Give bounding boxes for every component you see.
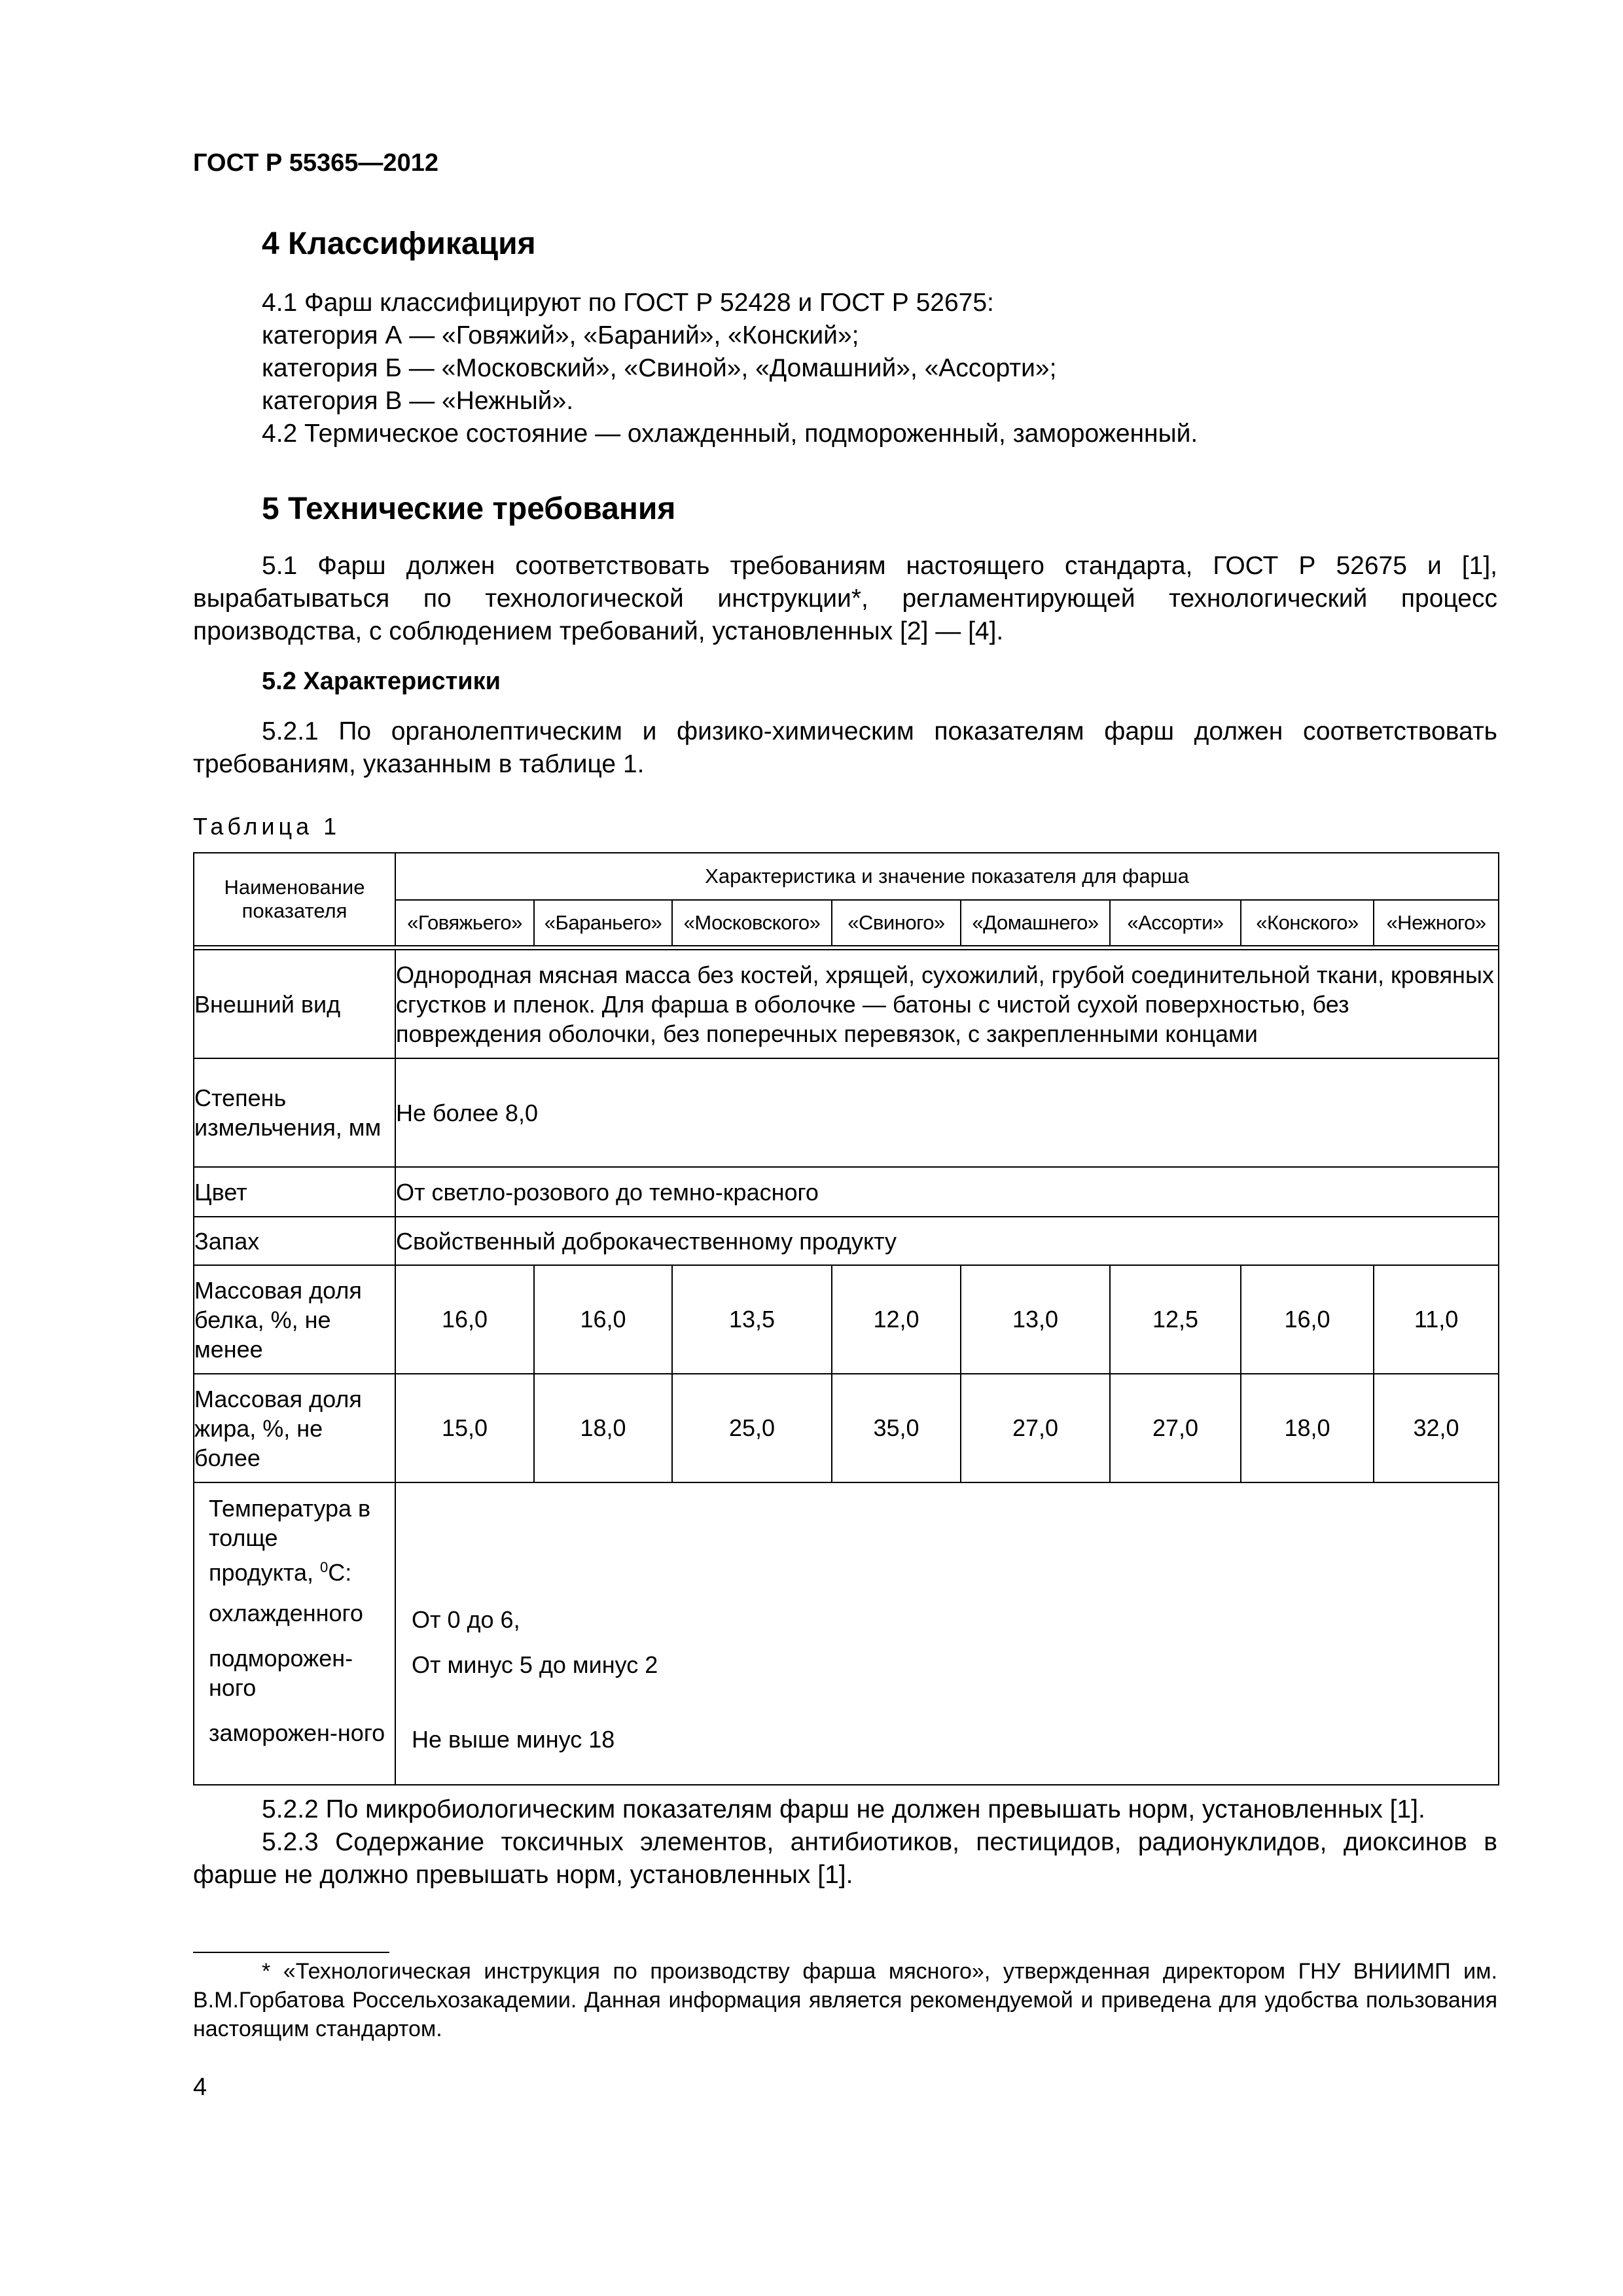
- temp-label-chilled: охлажденного: [209, 1600, 363, 1626]
- row-label-grind: Степень измельчения, мм: [194, 1058, 395, 1167]
- subsection-5-2-title: 5.2 Характеристики: [262, 668, 501, 695]
- fat-value-homemade: 27,0: [961, 1374, 1110, 1482]
- row-label-temperature: [194, 1482, 395, 1785]
- temp-value-frozen: Не выше минус 18: [412, 1726, 615, 1753]
- clause-5-2-3: 5.2.3 Содержание токсичных элементов, антибиотиков, пестицидов, радионуклидов, диоксинов в фарше не должно превышать норм, установленных [1].: [193, 1828, 1497, 1889]
- col-header-pork: «Свиного»: [832, 900, 961, 946]
- table-row: [194, 950, 1499, 1058]
- protein-value-tender: 11,0: [1374, 1265, 1499, 1374]
- temp-label-frozen: заморожен-ного: [209, 1719, 385, 1746]
- protein-value-pork: 12,0: [832, 1265, 961, 1374]
- protein-value-homemade: 13,0: [961, 1265, 1110, 1374]
- table-caption: Таблица 1: [193, 813, 341, 840]
- document-header: ГОСТ Р 55365—2012: [193, 149, 438, 177]
- col-header-tender: «Нежного»: [1374, 900, 1499, 946]
- protein-value-mutton: 16,0: [534, 1265, 672, 1374]
- characteristics-table: [193, 852, 1499, 1785]
- fat-value-tender: 32,0: [1374, 1374, 1499, 1482]
- clause-4-1: 4.1 Фарш классифицируют по ГОСТ Р 52428 и ГОСТ Р 52675:: [262, 289, 994, 317]
- col-header-assorted: «Ассорти»: [1110, 900, 1241, 946]
- protein-value-horse: 16,0: [1241, 1265, 1374, 1374]
- clause-5-2-1: 5.2.1 По органолептическим и физико-химическим показателям фарш должен соответствовать требованиям, указанным в таблице 1.: [193, 717, 1497, 778]
- clause-5-1: 5.1 Фарш должен соответствовать требованиям настоящего стандарта, ГОСТ Р 52675 и [1], вырабатываться по технологической инструкции*, регламентирующей технологический процесс производства, с соблюдением требований, установленных [2] — [4].: [193, 552, 1497, 645]
- fat-value-beef: 15,0: [395, 1374, 534, 1482]
- table-row: [194, 1374, 1499, 1482]
- row-value-grind: Не более 8,0: [395, 1058, 1499, 1167]
- fat-value-assorted: 27,0: [1110, 1374, 1241, 1482]
- table-row: [194, 1167, 1499, 1217]
- section-4-body: [262, 287, 1198, 450]
- category-v: категория В — «Нежный».: [262, 387, 574, 415]
- table-header-group: Характеристика и значение показателя для фарша: [395, 853, 1499, 900]
- col-header-moscow: «Московского»: [672, 900, 832, 946]
- row-label-smell: Запах: [194, 1217, 395, 1265]
- col-header-horse: «Конского»: [1241, 900, 1374, 946]
- footnote-rule: [193, 1952, 389, 1953]
- protein-value-beef: 16,0: [395, 1265, 534, 1374]
- col-header-beef: «Говяжьего»: [395, 900, 534, 946]
- row-value-appearance: Однородная мясная масса без костей, хрящей, сухожилий, грубой соединительной ткани, кровяных сгустков и пленок. Для фарша в оболочке — батоны с чистой сухой поверхностью, без повреждения оболочки, без поперечных перевязок, с закрепленными концами: [395, 950, 1499, 1058]
- temp-value-chilled: От 0 до 6,: [412, 1606, 520, 1633]
- row-value-smell: Свойственный доброкачественному продукту: [395, 1217, 1499, 1265]
- col-header-homemade: «Домашнего»: [961, 900, 1110, 946]
- row-label-color: Цвет: [194, 1167, 395, 1217]
- page-number: 4: [193, 2073, 207, 2101]
- fat-value-horse: 18,0: [1241, 1374, 1374, 1482]
- section-5-title: 5 Технические требования: [262, 492, 676, 526]
- temp-value-semi-frozen: От минус 5 до минус 2: [412, 1651, 658, 1678]
- fat-value-pork: 35,0: [832, 1374, 961, 1482]
- table-row: [194, 1265, 1499, 1374]
- clause-5-2-2: 5.2.2 По микробиологическим показателям фарш не должен превышать норм, установленных [1].: [262, 1795, 1425, 1823]
- row-label-fat: Массовая доля жира, %, не более: [194, 1374, 395, 1482]
- temp-label-semi-frozen: подморожен-ного: [209, 1645, 353, 1701]
- protein-value-assorted: 12,5: [1110, 1265, 1241, 1374]
- row-label-protein: Массовая доля белка, %, не менее: [194, 1265, 395, 1374]
- fat-value-mutton: 18,0: [534, 1374, 672, 1482]
- col-header-mutton: «Бараньего»: [534, 900, 672, 946]
- row-value-color: От светло-розового до темно-красного: [395, 1167, 1499, 1217]
- table-row: [194, 1058, 1499, 1167]
- clause-4-2: 4.2 Термическое состояние — охлажденный, подмороженный, замороженный.: [262, 420, 1198, 448]
- row-value-temperature: [395, 1482, 1499, 1785]
- category-b: категория Б — «Московский», «Свиной», «Домашний», «Ассорти»;: [262, 354, 1057, 382]
- protein-value-moscow: 13,5: [672, 1265, 832, 1374]
- table-row: [194, 1482, 1499, 1785]
- section-4-title: 4 Классификация: [262, 226, 536, 261]
- table-row: [194, 1217, 1499, 1265]
- row-label-appearance: Внешний вид: [194, 950, 395, 1058]
- fat-value-moscow: 25,0: [672, 1374, 832, 1482]
- table-header-indicator: Наименование показателя: [194, 853, 395, 946]
- category-a: категория А — «Говяжий», «Бараний», «Конский»;: [262, 321, 859, 350]
- temperature-label: Температура в толще продукта, $^0$С:: [209, 1495, 371, 1586]
- footnote: * «Технологическая инструкция по производству фарша мясного», утвержденная директором ГНУ ВНИИМП им. В.М.Горбатова Россельхозакадемии. Данная информация является рекомендуемой и приведена для удобства пользования настоящим стандартом.: [193, 1959, 1497, 2041]
